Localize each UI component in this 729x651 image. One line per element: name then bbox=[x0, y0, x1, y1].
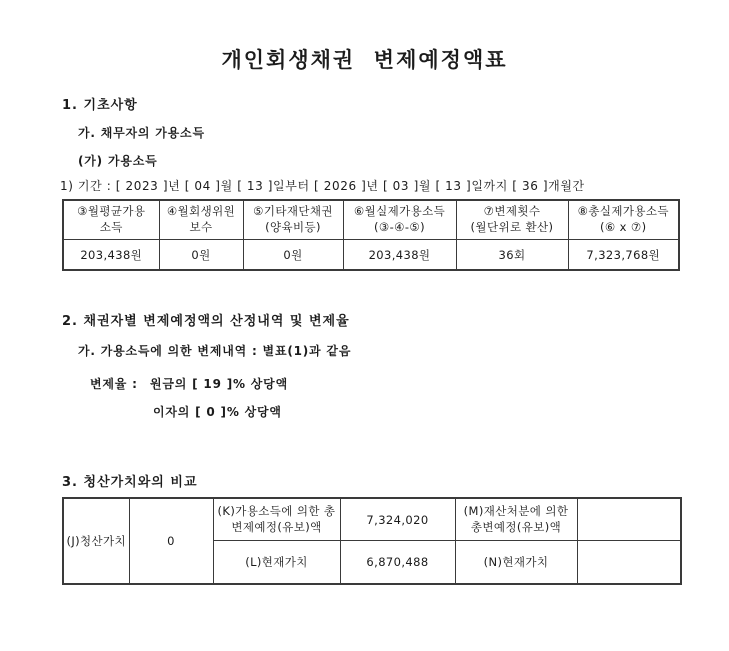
income-value-monthly-actual: 203,438원 bbox=[343, 240, 456, 271]
income-header-commissioner-fee bbox=[159, 200, 243, 240]
header-line: ⑧총실제가용소득 bbox=[577, 204, 669, 219]
header-line: ⑥월실제가용소득 bbox=[353, 204, 446, 219]
header-line: (⑥ x ⑦) bbox=[599, 220, 647, 234]
m-label-line: (M)재산처분에 의한 bbox=[463, 503, 569, 518]
k-label-line: 변제예정(유보)액 bbox=[231, 519, 322, 534]
income-table bbox=[62, 199, 680, 271]
income-table-value-row bbox=[63, 240, 679, 271]
period-line: 1) 기간 : [ 2023 ]년 [ 04 ]월 [ 13 ]일부터 [ 2026 ]년 [ 03 ]월 [ 13 ]일까지 [ 36 ]개월간 bbox=[60, 179, 585, 193]
k-total-repayment-value-cell: 7,324,020 bbox=[340, 498, 455, 541]
m-label-line: 총변예정(유보)액 bbox=[470, 519, 562, 534]
income-value-commissioner-fee: 0원 bbox=[159, 240, 243, 271]
income-header-total-actual-income bbox=[568, 200, 679, 240]
l-present-value-cell: 6,870,488 bbox=[340, 541, 455, 585]
section-2-sub-repayment-detail: 가. 가용소득에 의한 변제내역 : 별표(1)과 같음 bbox=[78, 344, 352, 358]
section-2-heading: 2. 채권자별 변제예정액의 산정내역 및 변제율 bbox=[62, 314, 350, 329]
income-header-repayment-count bbox=[456, 200, 568, 240]
header-line: ③월평균가용 bbox=[77, 204, 146, 219]
income-header-monthly-actual-income bbox=[343, 200, 456, 240]
header-line: (③-④-⑤) bbox=[373, 220, 425, 234]
section-1-heading: 1. 기초사항 bbox=[62, 98, 138, 113]
n-present-value-label-cell: (N)현재가치 bbox=[455, 541, 577, 585]
header-line: (양육비등) bbox=[265, 220, 321, 234]
liquidation-comparison-table bbox=[62, 497, 682, 585]
header-line: ⑦변제횟수 bbox=[483, 204, 541, 219]
section-1-sub-available-income: (가) 가용소득 bbox=[78, 154, 158, 168]
section-3-heading: 3. 청산가치와의 비교 bbox=[62, 475, 198, 490]
header-line: ④월회생위원 bbox=[166, 204, 236, 219]
k-total-repayment-label-cell bbox=[213, 498, 340, 541]
header-line: (월단위로 환산) bbox=[470, 220, 554, 234]
l-present-value-label-cell: (L)현재가치 bbox=[213, 541, 340, 585]
header-line: 소득 bbox=[99, 220, 123, 234]
income-value-repayment-count: 36회 bbox=[456, 240, 568, 271]
principal-rate-line: 원금의 [ 19 ]% 상당액 bbox=[150, 377, 288, 391]
liquidation-value-label-cell: (J)청산가치 bbox=[63, 498, 129, 584]
n-present-value-cell bbox=[577, 541, 681, 585]
income-header-monthly-avg-income bbox=[63, 200, 159, 240]
repayment-rate-label: 변제율 : bbox=[90, 377, 138, 391]
header-line: 보수 bbox=[189, 220, 213, 234]
interest-rate-line: 이자의 [ 0 ]% 상당액 bbox=[153, 405, 282, 419]
m-asset-disposal-value-cell bbox=[577, 498, 681, 541]
liquidation-value-amount-cell: 0 bbox=[129, 498, 213, 584]
income-table-header-row bbox=[63, 200, 679, 240]
section-1-sub-debtor-income: 가. 채무자의 가용소득 bbox=[78, 126, 205, 140]
income-value-monthly-avg: 203,438원 bbox=[63, 240, 159, 271]
page-title: 개인회생채권 변제예정액표 bbox=[221, 48, 508, 72]
income-value-total-actual: 7,323,768원 bbox=[568, 240, 679, 271]
comparison-row-1 bbox=[63, 498, 681, 541]
header-line: ⑤기타재단채권 bbox=[253, 204, 333, 219]
income-header-other-estate-claims bbox=[243, 200, 343, 240]
m-asset-disposal-label-cell bbox=[455, 498, 577, 541]
income-value-other-claims: 0원 bbox=[243, 240, 343, 271]
k-label-line: (K)가용소득에 의한 총 bbox=[217, 503, 336, 518]
